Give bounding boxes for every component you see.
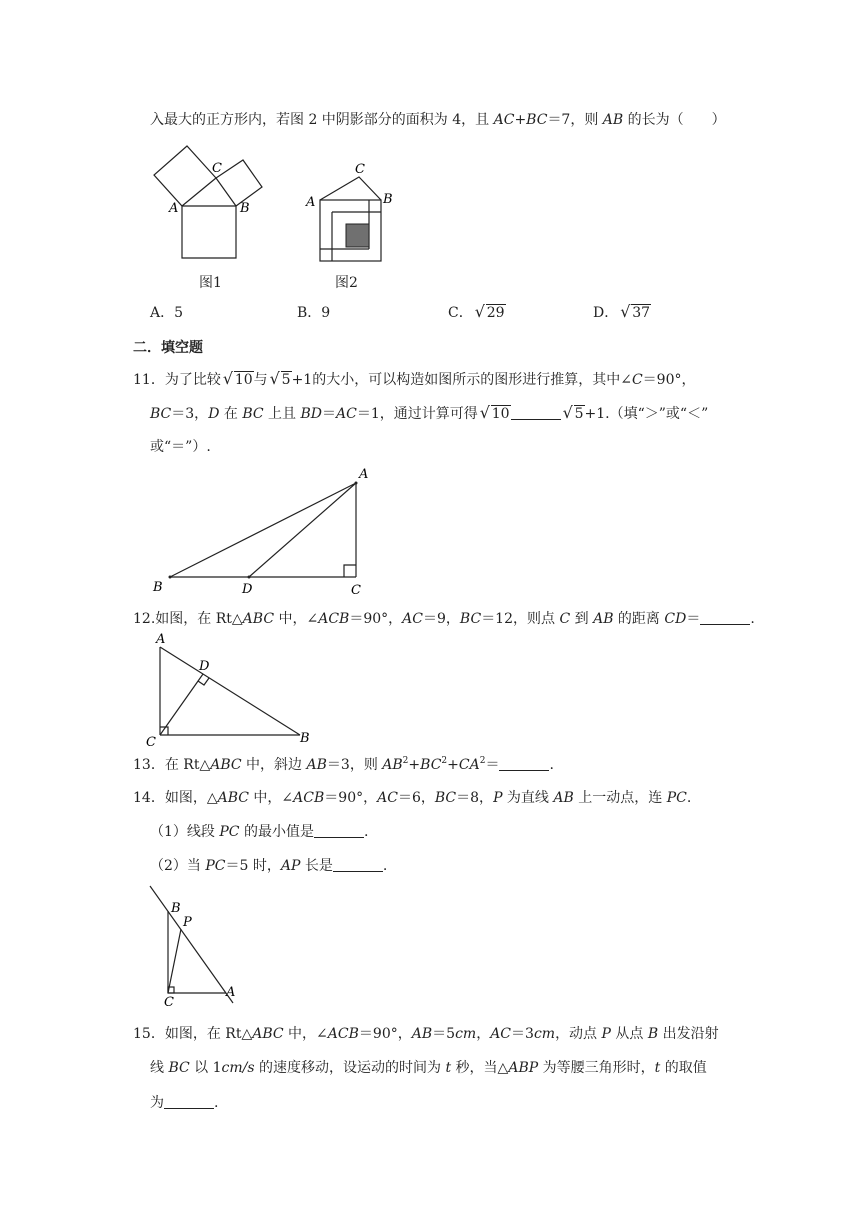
q11-figure (145, 465, 375, 600)
q11-line3: 或“＝”）. (150, 439, 211, 455)
fig1-square-ab (182, 206, 236, 258)
q13-stem: 13．在 Rt△ABC 中，斜边 AB＝3，则 $AB^2+BC^2+CA^2=$ . (133, 756, 554, 773)
fig2-label-c: C (355, 162, 365, 177)
q10-stem: 入最大的正方形内，若图 2 中阴影部分的面积为 4，且 AC+BC＝7，则 AB 的长为（ ） (150, 112, 726, 128)
q10-option-c: C． √ 29 (448, 302, 505, 321)
fig1-caption: 图1 (199, 275, 222, 291)
fig1-label-a: A (169, 201, 179, 216)
q15-line1: 15．如图，在 Rt△ABC 中，∠ACB＝90°，AB＝5cm，AC＝3cm，动点 P 从点 B 出发沿射 (133, 1026, 719, 1042)
q10-option-a: A．5 (150, 305, 184, 321)
q11-label-a: A (359, 467, 369, 482)
fig2-label-b: B (383, 192, 393, 207)
fig2-caption: 图2 (335, 275, 358, 291)
q14-label-a: A (226, 985, 236, 1000)
q12-label-d: D (199, 659, 210, 674)
q14-label-b: B (171, 901, 181, 916)
q10-figure-2 (300, 158, 400, 270)
section-title: 二．填空题 (133, 340, 203, 356)
q12-label-a: A (156, 632, 166, 647)
q11-line2: BC＝3，D 在 BC 上且 BD＝AC＝1，通过计算可得 √ 10 √ 5+1.（填“＞”或“＜” (150, 403, 709, 422)
q12-answer-blank[interactable] (700, 610, 750, 625)
fig1-label-c: C (212, 161, 222, 176)
fig1-square-ac (154, 146, 216, 206)
q14-stem: 14．如图，△ABC 中，∠ACB＝90°，AC＝6，BC＝8，P 为直线 AB 上一动点，连 PC. (133, 790, 692, 806)
q12-label-c: C (146, 735, 156, 750)
q14-label-p: P (183, 915, 192, 930)
q12-stem: 12.如图，在 Rt△ABC 中，∠ACB＝90°，AC＝9，BC＝12，则点 C 到 AB 的距离 CD＝ . (133, 611, 755, 627)
fig2-shaded-square (346, 224, 369, 247)
q12-label-b: B (300, 731, 310, 746)
q14-sub2: （2）当 PC＝5 时，AP 长是 . (150, 858, 388, 874)
q14-sub1: （1）线段 PC 的最小值是 . (150, 824, 369, 840)
q15-line2: 线 BC 以 1cm/s 的速度移动，设运动的时间为 t 秒，当△ABP 为等腰三角形时，t 的取值 (150, 1060, 707, 1076)
fig2-label-a: A (306, 195, 316, 210)
fig1-square-bc (216, 160, 262, 206)
q11-label-b: B (153, 580, 163, 595)
q10-option-b: B．9 (297, 305, 331, 321)
q11-answer-blank[interactable] (511, 405, 561, 420)
q15-answer-blank[interactable] (164, 1094, 214, 1109)
q13-answer-blank[interactable] (499, 756, 549, 771)
fig2-triangle (320, 177, 381, 200)
q10-figure-1 (148, 140, 273, 270)
fig1-label-b: B (240, 201, 250, 216)
q14-answer2-blank[interactable] (333, 857, 383, 872)
q14-label-c: C (164, 995, 174, 1010)
q10-option-d: D． √ 37 (593, 302, 651, 321)
q11-label-d: D (242, 582, 253, 597)
q15-line3: 为 . (150, 1095, 219, 1111)
q11-label-c: C (351, 583, 361, 598)
q12-figure (140, 632, 325, 750)
q14-figure (140, 882, 250, 1010)
q11-line1: 11．为了比较 √ 10与 √ 5+1的大小，可以构造如图所示的图形进行推算，其中∠C＝90°， (133, 369, 696, 388)
q14-answer1-blank[interactable] (314, 823, 364, 838)
